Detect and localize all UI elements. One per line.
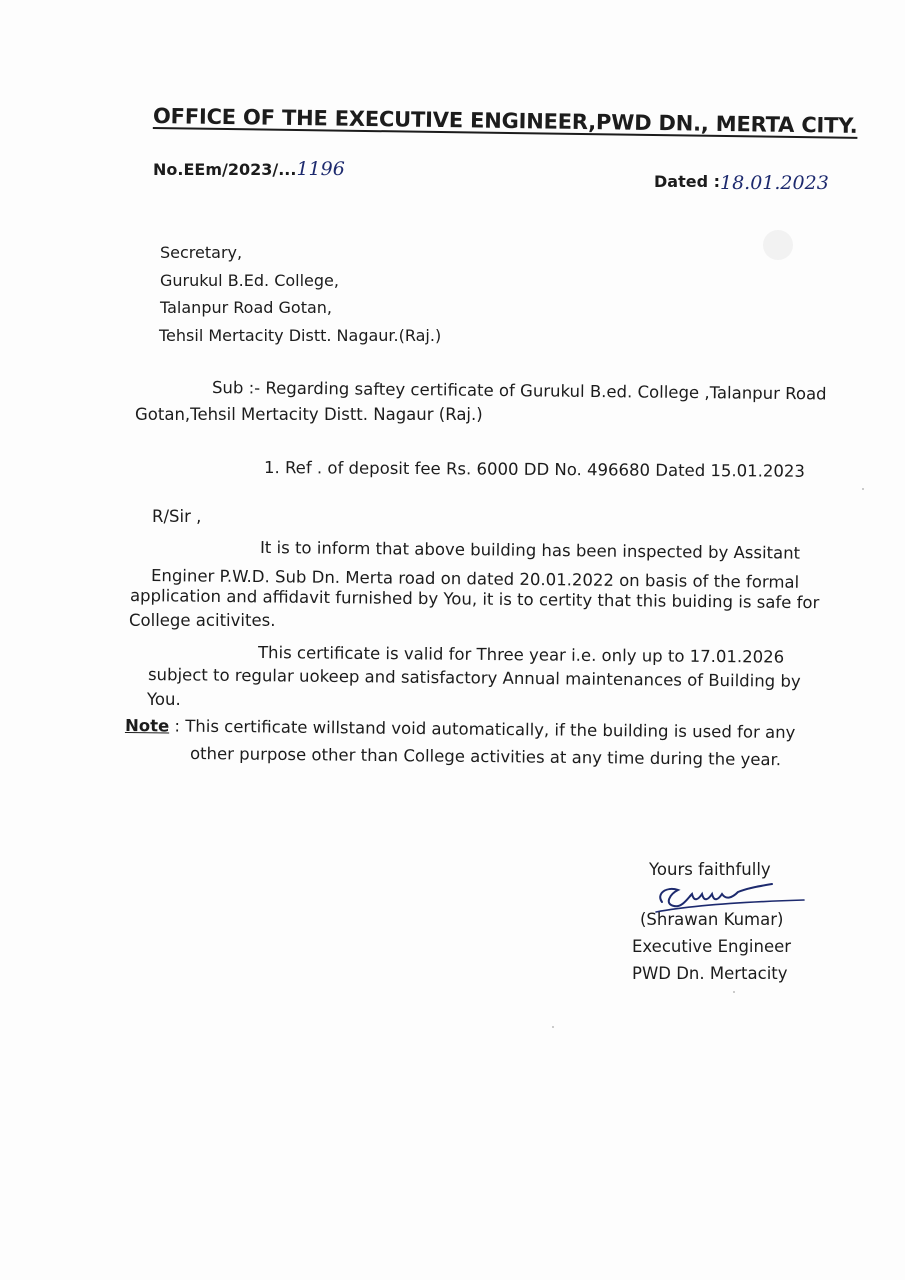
- paper-speck: [552, 1026, 554, 1028]
- paragraph-line: You.: [147, 690, 181, 709]
- reference-prefix: No.EEm/2023/...: [153, 160, 297, 179]
- signatory-designation: Executive Engineer: [632, 937, 792, 956]
- paragraph-line: This certificate is valid for Three year i.e. only up to 17.01.2026: [257, 643, 785, 667]
- paragraph-line: It is to inform that above building has been inspected by Assitant: [259, 538, 801, 563]
- address-line: Talanpur Road Gotan,: [160, 298, 333, 317]
- address-line: Secretary,: [160, 243, 243, 262]
- note-line-1: [125, 716, 796, 742]
- note-label: Note: [124, 716, 170, 736]
- paper-smudge: [763, 230, 793, 260]
- subject-line-2: Gotan,Tehsil Mertacity Distt. Nagaur (Raj.): [135, 405, 483, 424]
- paragraph-line: Enginer P.W.D. Sub Dn. Merta road on dated 20.01.2022 on basis of the formal: [150, 566, 800, 592]
- address-line: Gurukul B.Ed. College,: [160, 271, 339, 290]
- subject-line-1: Sub :- Regarding saftey certificate of Gurukul B.ed. College ,Talanpur Road: [211, 378, 827, 404]
- paper-speck: [733, 991, 735, 993]
- reference-handwritten-number: 1196: [296, 158, 345, 180]
- paragraph-line: College acitivites.: [129, 611, 276, 630]
- letterhead-title: OFFICE OF THE EXECUTIVE ENGINEER,PWD DN., MERTA CITY.: [152, 104, 858, 138]
- paragraph-line: subject to regular uokeep and satisfactory Annual maintenances of Building by: [147, 665, 801, 691]
- signatory-office: PWD Dn. Mertacity: [632, 964, 788, 983]
- reference-number: [153, 158, 345, 180]
- paper-speck: [862, 488, 864, 490]
- salutation: R/Sir ,: [152, 507, 202, 526]
- note-text: : This certificate willstand void automatically, if the building is used for any: [169, 716, 796, 743]
- signatory-name: (Shrawan Kumar): [640, 910, 784, 929]
- deposit-reference: 1. Ref . of deposit fee Rs. 6000 DD No. 496680 Dated 15.01.2023: [263, 458, 806, 481]
- dated-handwritten-value: 18.01.2023: [720, 172, 829, 194]
- address-line: Tehsil Mertacity Distt. Nagaur.(Raj.): [159, 326, 442, 345]
- dated-label: Dated :: [654, 172, 720, 191]
- closing-yours-faithfully: Yours faithfully: [649, 860, 771, 879]
- paragraph-line: application and affidavit furnished by You, it is to certity that this buiding is safe for: [129, 586, 820, 613]
- note-line-2: other purpose other than College activities at any time during the year.: [189, 744, 782, 770]
